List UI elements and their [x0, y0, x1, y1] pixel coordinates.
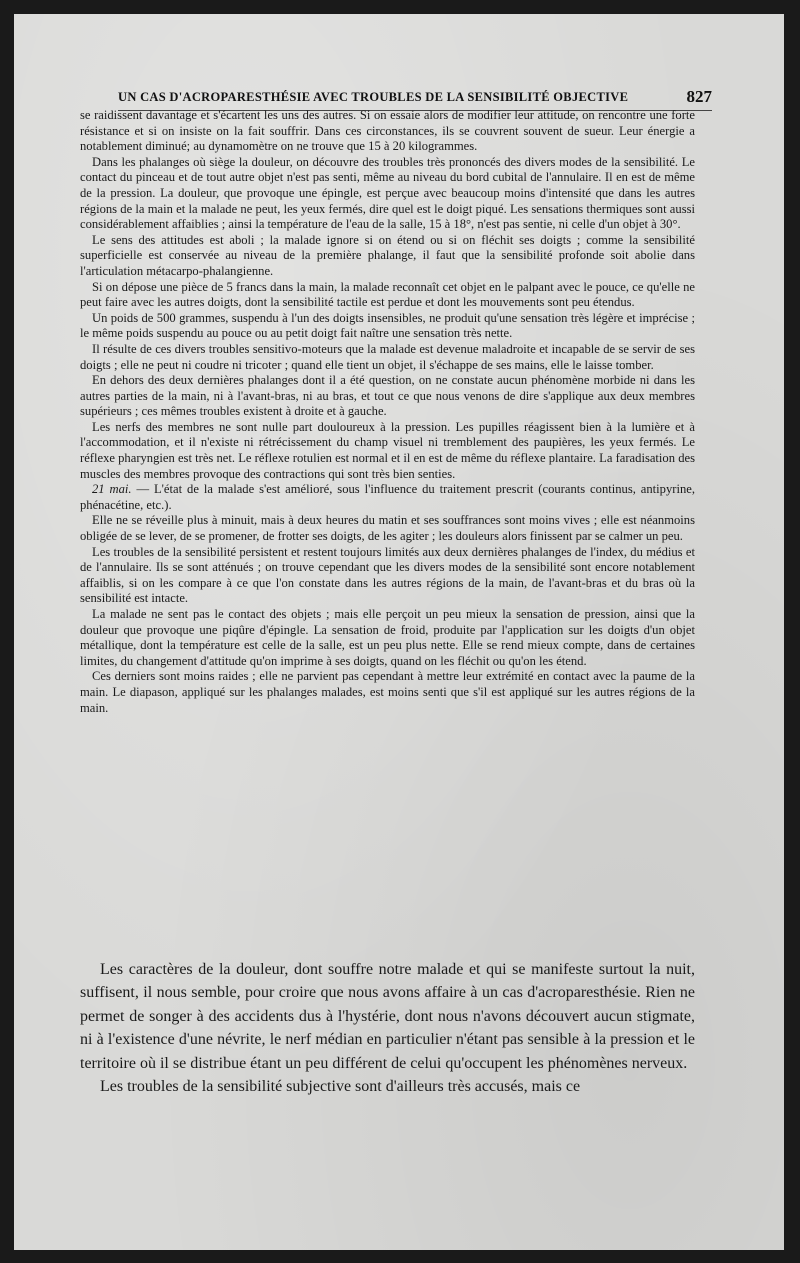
- note-paragraph: En dehors des deux dernières phalanges dont il a été question, on ne constate aucun phénomène morbide ni dans les autres parties de la main, ni à l'avant-bras, ni au bras, et tout ce que nous venons de dire s'applique aux deux membres supérieurs ; ces mêmes troubles existent à droite et à gauche.: [80, 373, 695, 419]
- note-paragraph: se raidissent davantage et s'écartent les uns des autres. Si on essaie alors de modifier leur attitude, on rencontre une forte résistance et si on insiste on la fait souffrir. Dans ces circonstances, ils se couvrent souvent de sueur. Leur énergie a notablement diminué; au dynamomètre on ne trouve que 15 à 20 kilogrammes.: [80, 108, 695, 154]
- running-header: [118, 84, 712, 111]
- note-date: 21 mai.: [92, 482, 132, 497]
- case-notes: [80, 108, 695, 716]
- body-paragraph: Les troubles de la sensibilité subjective sont d'ailleurs très accusés, mais ce: [100, 1078, 581, 1096]
- body-paragraph: Les caractères de la douleur, dont souffre notre malade et qui se manifeste surtout la nuit, suffisent, il nous semble, pour croire que nous avons affaire à un cas d'acroparesthésie. Rien ne permet de songer à des accidents dus à l'hystérie, dont nous n'avons découvert aucun stigmate, ni à l'existence d'une névrite, le nerf médian en particulier n'étant pas sensible à la pression et le territoire où il se distribue étant un peu différent de celui qu'occupent les phénomènes nerveux.: [80, 961, 695, 1072]
- page-number: 827: [686, 87, 712, 106]
- note-paragraph: Elle ne se réveille plus à minuit, mais à deux heures du matin et ses souffrances sont moins vives ; elle est néanmoins obligée de se lever, de se promener, de frotter ses doigts, de les agiter ; les douleurs alors finissent par se calmer un peu.: [80, 513, 695, 544]
- note-paragraph: La malade ne sent pas le contact des objets ; mais elle perçoit un peu mieux la sensation de pression, ainsi que la douleur que provoque une piqûre d'épingle. La sensation de froid, produite par l'application sur les doigts d'un objet métallique, dont la température est celle de la salle, est un peu plus nette. Elle se rend mieux compte, dans de certaines limites, du changement d'attitude qu'on imprime à ses doigts, quand on les fléchit ou qu'on les étend.: [80, 607, 695, 668]
- note-paragraph: Le sens des attitudes est aboli ; la malade ignore si on étend ou si on fléchit ses doigts ; comme la sensibilité superficielle est conservée au niveau de la première phalange, il faut que la sensibilité profonde soit abolie dans l'articulation métacarpo-phalangienne.: [80, 232, 695, 278]
- dated-note: [80, 482, 695, 513]
- note-paragraph: Il résulte de ces divers troubles sensitivo-moteurs que la malade est devenue maladroite et incapable de se servir de ses doigts ; elle ne peut ni coudre ni tricoter ; quand elle tient un objet, il s'échappe de ses mains, elle le laisse tomber.: [80, 341, 695, 372]
- note-paragraph: Les troubles de la sensibilité persistent et restent toujours limités aux deux dernières phalanges de l'index, du médius et de l'annulaire. Ils se sont atténués ; on trouve cependant que les divers modes de la sensibilité sont encore notablement affaiblis, si on les compare à ce que l'on constate dans les autres régions de la main, de l'avant-bras et du bras où la sensibilité est intacte.: [80, 544, 695, 606]
- note-paragraph: Un poids de 500 grammes, suspendu à l'un des doigts insensibles, ne produit qu'une sensation très légère et imprécise ; le même poids suspendu au pouce ou au petit doigt fait naître une sensation très nette.: [80, 310, 695, 341]
- note-paragraph: Dans les phalanges où siège la douleur, on découvre des troubles très prononcés des divers modes de la sensibilité. Le contact du pinceau et de tout autre objet n'est pas senti, même au niveau du bord cubital de l'annulaire. Il en est de même de la pression. La douleur, que provoque une épingle, est perçue avec beaucoup moins d'intensité que dans les autres régions de la main et la malade ne peut, les yeux fermés, dire quel est le doigt piqué. Les sensations thermiques sont aussi considérablement affaiblies ; ainsi la température de l'eau de la salle, 15 à 18°, n'est pas sentie, ni celle d'un objet à 30°.: [80, 154, 695, 232]
- note-paragraph: Les nerfs des membres ne sont nulle part douloureux à la pression. Les pupilles réagissent bien à la lumière et à l'accommodation, et il n'existe ni rétrécissement du champ visuel ni tremblement des paupières, les yeux fermés. Le réflexe pharyngien est très net. Le réflexe rotulien est normal et il en est de même du réflexe plantaire. La faradisation des muscles des membres provoque des contractions qui sont très bien senties.: [80, 419, 695, 481]
- running-title: UN CAS D'ACROPARESTHÉSIE AVEC TROUBLES DE LA SENSIBILITÉ OBJECTIVE: [118, 89, 629, 104]
- dated-note-text: — L'état de la malade s'est amélioré, sous l'influence du traitement prescrit (courants continus, antipyrine, phénacétine, etc.).: [80, 482, 695, 512]
- note-paragraph: Ces derniers sont moins raides ; elle ne parvient pas cependant à mettre leur extrémité en contact avec la paume de la main. Le diapason, appliqué sur les phalanges malades, est moins senti que s'il est appliqué sur les autres régions de la main.: [80, 669, 695, 715]
- main-text: [80, 958, 695, 1098]
- note-paragraph: Si on dépose une pièce de 5 francs dans la main, la malade reconnaît cet objet en le palpant avec le pouce, ce qu'elle ne peut faire avec les autres doigts, dont la sensibilité tactile est perdue et dont les mouvements sont peu étendus.: [80, 279, 695, 310]
